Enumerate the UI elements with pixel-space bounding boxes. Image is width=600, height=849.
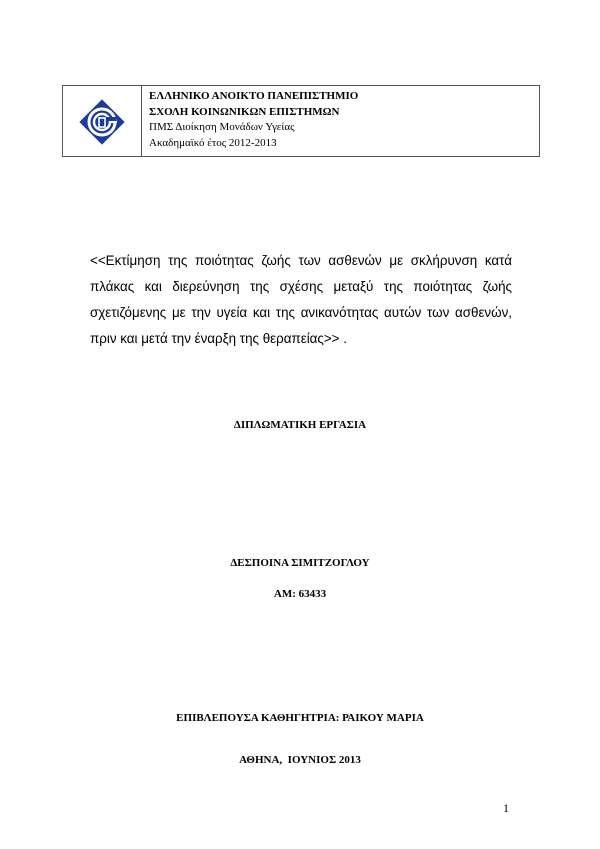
header-info (149, 89, 358, 151)
logo-cell (63, 86, 142, 156)
university-logo-icon (75, 95, 129, 149)
academic-year: Ακαδημαϊκό έτος 2012-2013 (149, 136, 277, 149)
header-box (62, 85, 540, 157)
author-name: ΔΕΣΠΟΙΝΑ ΣΙΜΙΤΖΟΓΛΟΥ (230, 557, 370, 569)
place-date: ΑΘΗΝΑ, ΙΟΥΝΙΟΣ 2013 (239, 754, 361, 766)
student-id: ΑΜ: 63433 (273, 588, 327, 600)
supervisor: ΕΠΙΒΛΕΠΟΥΣΑ ΚΑΘΗΓΗΤΡΙΑ: ΡΑΙΚΟΥ ΜΑΡΙΑ (176, 712, 424, 724)
school-name: ΣΧΟΛΗ ΚΟΙΝΩΝΙΚΩΝ ΕΠΙΣΤΗΜΩΝ (149, 105, 340, 118)
thesis-title: <<Εκτίμηση της ποιότητας ζωής των ασθενών με σκλήρυνση κατά πλάκας και διερεύνηση της σχέσης μεταξύ της ποιότητας ζωής σχετιζόμενης με την υγεία και της ανικανότητας αυτών των ασθενών, πριν και μετά την έναρξη της θεραπείας>> . (90, 253, 512, 346)
page-number: 1 (503, 801, 509, 815)
university-name: ΕΛΛΗΝΙΚΟ ΑΝΟΙΚΤΟ ΠΑΝΕΠΙΣΤΗΜΙΟ (149, 90, 359, 102)
thesis-type: ΔΙΠΛΩΜΑΤΙΚΗ ΕΡΓΑΣΙΑ (233, 419, 367, 431)
program-name: ΠΜΣ Διοίκηση Μονάδων Υγείας (149, 121, 295, 133)
